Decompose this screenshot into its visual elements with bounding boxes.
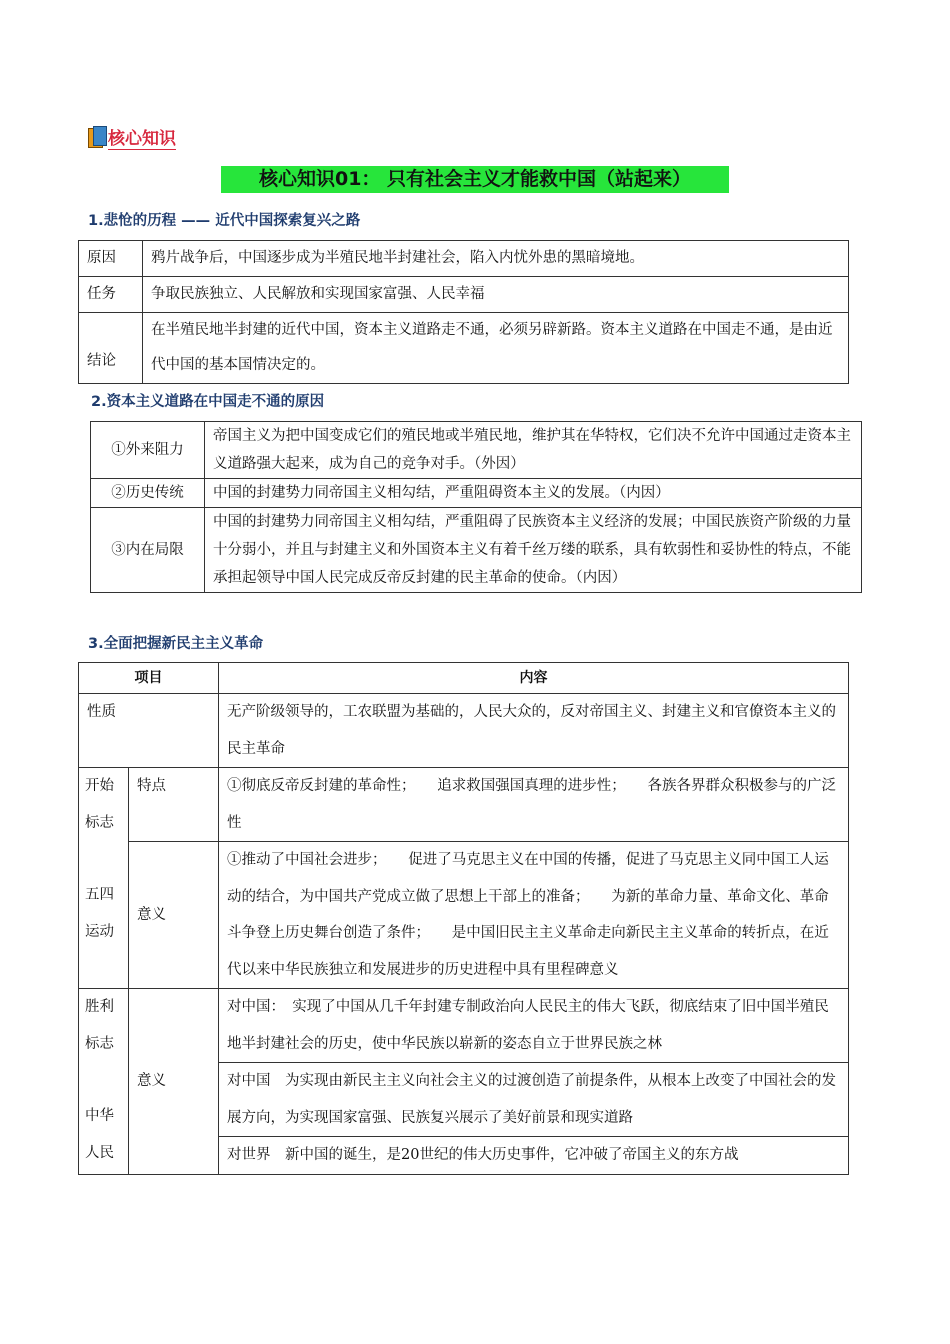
section-header [88, 124, 176, 150]
row-label: 任务 [79, 277, 143, 313]
row-text: 鸦片战争后，中国逐步成为半殖民地半封建社会，陷入内忧外患的黑暗境地。 [143, 241, 849, 277]
nature-text: 无产阶级领导的，工农联盟为基础的，人民大众的，反对帝国主义、封建主义和官僚资本主义的民主革命 [219, 694, 849, 768]
part2-heading: 2.资本主义道路在中国走不通的原因 [91, 394, 325, 410]
book-icon [88, 126, 106, 148]
meaning-label: 意义 [129, 842, 219, 989]
feature-label: 特点 [129, 768, 219, 842]
victory-name: 中华人民 [85, 1108, 114, 1161]
part1-heading: 1.悲怆的历程 —— 近代中国探索复兴之路 [88, 213, 361, 229]
table-row [91, 422, 862, 479]
victory-row-text: 对世界 新中国的诞生，是20世纪的伟大历史事件，它冲破了帝国主义的东方战 [219, 1137, 849, 1175]
feature-text: ①彻底反帝反封建的革命性； 追求救国强国真理的进步性； 各族各界群众积极参与的广泛性 [219, 768, 849, 842]
victory-row-text: 对中国： 实现了中国从几千年封建专制政治向人民民主的伟大飞跃，彻底结束了旧中国半殖民地半封建社会的历史，使中华民族以崭新的姿态自立于世界民族之林 [219, 989, 849, 1063]
table-row [79, 694, 849, 768]
table-row [79, 313, 849, 384]
table-row [79, 277, 849, 313]
start-label: 开始标志 [85, 778, 114, 831]
row-text: 在半殖民地半封建的近代中国，资本主义道路走不通，必须另辟新路。资本主义道路在中国走不通，是由近代中国的基本国情决定的。 [143, 313, 849, 384]
start-cell [79, 768, 129, 989]
table-row [79, 768, 849, 842]
victory-label: 胜利标志 [85, 999, 114, 1052]
meaning-text: ①推动了中国社会进步； 促进了马克思主义在中国的传播，促进了马克思主义同中国工人运动的结合，为中国共产党成立做了思想上干部上的准备； 为新的革命力量、革命文化、革命斗争登上历史舞台创造了条件； 是中国旧民主主义革命走向新民主主义革命的转折点，在近代以来中华民族独立和发展进步的历史进程中具有里程碑意义 [219, 842, 849, 989]
header-item: 项目 [79, 663, 219, 694]
reason-text: 中国的封建势力同帝国主义相勾结，严重阻碍了民族资本主义经济的发展；中国民族资产阶级的力量十分弱小，并且与封建主义和外国资本主义有着千丝万缕的联系，具有软弱性和妥协性的特点，不能承担起领导中国人民完成反帝反封建的民主革命的使命。（内因） [205, 508, 862, 593]
reason-text: 帝国主义为把中国变成它们的殖民地或半殖民地，维护其在华特权，它们决不允许中国通过走资本主义道路强大起来，成为自己的竞争对手。（外因） [205, 422, 862, 479]
section-title: 核心知识 [108, 124, 176, 150]
row-text: 争取民族独立、人民解放和实现国家富强、人民幸福 [143, 277, 849, 313]
victory-cell [79, 989, 129, 1175]
reasons-table [90, 421, 862, 593]
reason-label: ②历史传统 [91, 479, 205, 508]
row-label: 原因 [79, 241, 143, 277]
start-name: 五四运动 [85, 887, 114, 940]
nature-label: 性质 [79, 694, 219, 768]
row-label: 结论 [79, 313, 143, 384]
reason-text: 中国的封建势力同帝国主义相勾结，严重阻碍资本主义的发展。（内因） [205, 479, 862, 508]
key-point-title: 核心知识01： 只有社会主义才能救中国（站起来） [221, 166, 729, 193]
part3-heading: 3.全面把握新民主主义革命 [88, 636, 264, 652]
table-row [91, 479, 862, 508]
victory-meaning-label: 意义 [129, 989, 219, 1175]
victory-row-text: 对中国 为实现由新民主主义向社会主义的过渡创造了前提条件，从根本上改变了中国社会的发展方向，为实现国家富强、民族复兴展示了美好前景和现实道路 [219, 1063, 849, 1137]
table-row [79, 241, 849, 277]
table-row [79, 989, 849, 1063]
header-content: 内容 [219, 663, 849, 694]
table-header-row [79, 663, 849, 694]
table-row [91, 508, 862, 593]
reason-label: ①外来阻力 [91, 422, 205, 479]
history-table [78, 240, 849, 384]
table-row [79, 842, 849, 989]
reason-label: ③内在局限 [91, 508, 205, 593]
revolution-table [78, 662, 849, 1175]
